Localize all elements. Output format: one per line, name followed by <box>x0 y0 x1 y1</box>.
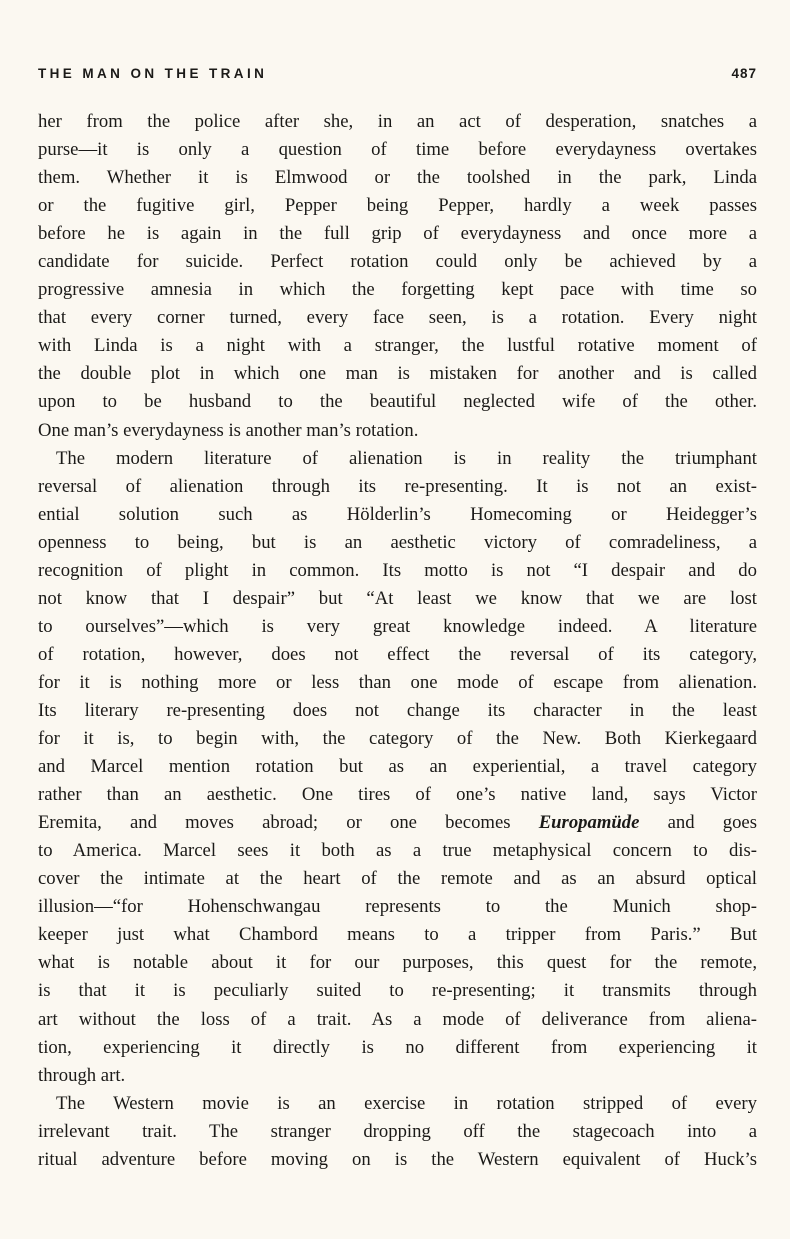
body-text <box>38 108 757 1174</box>
text-segment: illusion—“for Hohenschwangau represents to the Munich shop- <box>38 896 757 918</box>
text-segment: through art. <box>38 1064 126 1086</box>
text-line <box>38 753 757 781</box>
text-segment: and goes <box>639 812 757 834</box>
text-line <box>38 529 757 557</box>
text-line <box>38 248 757 276</box>
text-line <box>38 304 757 332</box>
text-line <box>38 192 757 220</box>
text-line <box>38 781 757 809</box>
text-line <box>38 865 757 893</box>
text-line <box>38 893 757 921</box>
text-segment: reversal of alienation through its re-presenting. It is not an exist- <box>38 475 757 497</box>
running-head <box>38 64 757 84</box>
text-line <box>38 809 757 837</box>
text-line <box>38 1090 757 1118</box>
text-segment: of rotation, however, does not effect the reversal of its category, <box>38 643 757 665</box>
text-segment: purse—it is only a question of time before everydayness overtakes <box>38 139 757 161</box>
italic-term: Europamüde <box>538 812 640 834</box>
running-head-title: THE MAN ON THE TRAIN <box>38 66 268 81</box>
text-line <box>38 669 757 697</box>
text-segment: art without the loss of a trait. As a mode of deliverance from aliena- <box>38 1008 757 1030</box>
text-line <box>38 1034 757 1062</box>
text-segment: rather than an aesthetic. One tires of one’s native land, says Victor <box>38 784 757 806</box>
text-line <box>38 949 757 977</box>
text-segment: candidate for suicide. Perfect rotation could only be achieved by a <box>38 251 757 273</box>
text-segment: them. Whether it is Elmwood or the toolshed in the park, Linda <box>38 167 757 189</box>
text-segment: irrelevant trait. The stranger dropping off the stagecoach into a <box>38 1120 757 1142</box>
text-line <box>38 1062 757 1090</box>
text-line <box>38 921 757 949</box>
text-segment: or the fugitive girl, Pepper being Pepper, hardly a week passes <box>38 195 757 217</box>
text-line <box>38 473 757 501</box>
text-line <box>38 388 757 416</box>
text-segment: One man’s everydayness is another man’s rotation. <box>38 419 419 441</box>
text-line <box>38 1006 757 1034</box>
text-segment: ritual adventure before moving on is the Western equivalent of Huck’s <box>38 1148 757 1170</box>
text-segment: what is notable about it for our purposes, this quest for the remote, <box>38 952 757 974</box>
text-line <box>38 725 757 753</box>
text-line <box>38 837 757 865</box>
text-line <box>38 276 757 304</box>
text-line <box>38 557 757 585</box>
text-segment: openness to being, but is an aesthetic victory of comradeliness, a <box>38 531 757 553</box>
text-line <box>38 641 757 669</box>
text-segment: for it is nothing more or less than one mode of escape from alienation. <box>38 671 757 693</box>
book-page <box>38 0 757 1239</box>
text-segment: for it is, to begin with, the category of the New. Both Kierkegaard <box>38 728 757 750</box>
text-line <box>38 332 757 360</box>
text-segment: before he is again in the full grip of everydayness and once more a <box>38 223 757 245</box>
text-line <box>38 697 757 725</box>
text-segment: ential solution such as Hölderlin’s Homecoming or Heidegger’s <box>38 503 757 525</box>
text-segment: tion, experiencing it directly is no different from experiencing it <box>38 1036 757 1058</box>
text-segment: Eremita, and moves abroad; or one becomes <box>38 812 539 834</box>
page-number: 487 <box>731 66 757 81</box>
text-segment: is that it is peculiarly suited to re-presenting; it transmits through <box>38 980 757 1002</box>
text-segment: her from the police after she, in an act of desperation, snatches a <box>38 111 757 132</box>
text-line <box>38 977 757 1005</box>
text-line <box>38 417 757 445</box>
text-line <box>38 1118 757 1146</box>
text-line <box>38 136 757 164</box>
text-line <box>38 1146 757 1174</box>
text-segment: progressive amnesia in which the forgetting kept pace with time so <box>38 279 757 301</box>
text-line <box>38 501 757 529</box>
text-segment: not know that I despair” but “At least we know that we are lost <box>38 587 757 609</box>
text-segment: and Marcel mention rotation but as an experiential, a travel category <box>38 756 757 778</box>
text-line <box>38 613 757 641</box>
text-segment: upon to be husband to the beautiful neglected wife of the other. <box>38 391 757 413</box>
text-segment: that every corner turned, every face seen, is a rotation. Every night <box>38 307 757 329</box>
text-segment: The modern literature of alienation is in reality the triumphant <box>56 447 757 469</box>
text-line <box>38 164 757 192</box>
text-segment: The Western movie is an exercise in rotation stripped of every <box>56 1092 757 1114</box>
text-segment: cover the intimate at the heart of the remote and as an absurd optical <box>38 868 757 890</box>
text-line <box>38 220 757 248</box>
text-line <box>38 445 757 473</box>
text-segment: keeper just what Chambord means to a tripper from Paris.” But <box>38 924 757 946</box>
text-segment: the double plot in which one man is mistaken for another and is called <box>38 363 757 385</box>
text-line <box>38 360 757 388</box>
text-segment: with Linda is a night with a stranger, the lustful rotative moment of <box>38 335 757 357</box>
text-segment: to America. Marcel sees it both as a true metaphysical concern to dis- <box>38 840 757 862</box>
text-segment: recognition of plight in common. Its motto is not “I despair and do <box>38 559 757 581</box>
text-segment: Its literary re-presenting does not change its character in the least <box>38 699 757 721</box>
text-line <box>38 585 757 613</box>
text-line <box>38 108 757 136</box>
text-segment: to ourselves”—which is very great knowledge indeed. A literature <box>38 615 757 637</box>
